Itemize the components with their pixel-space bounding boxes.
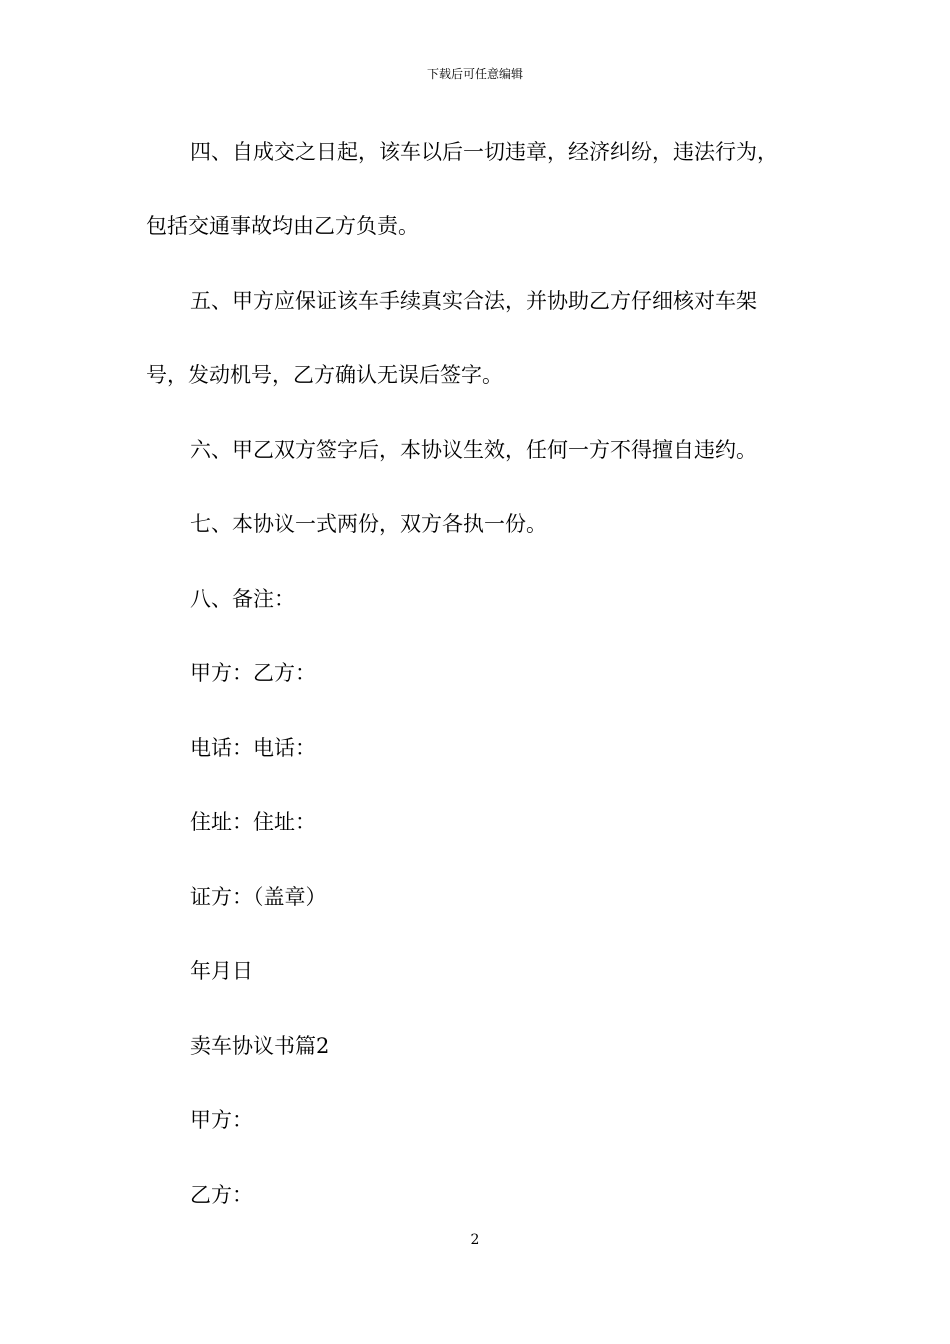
page-header: 下载后可任意编辑 — [426, 67, 523, 81]
paragraph-clause-5-line-1: 五、甲方应保证该车手续真实合法，并协助乙方仔细核对车架 — [190, 289, 757, 313]
date-line: 年月日 — [190, 959, 253, 983]
paragraph-clause-8-remarks: 八、备注： — [190, 587, 295, 611]
witness-seal-line: 证方：（盖章） — [190, 885, 327, 909]
paragraph-clause-6: 六、甲乙双方签字后，本协议生效，任何一方不得擅自违约。 — [190, 438, 757, 462]
party-b-line: 乙方： — [190, 1183, 253, 1207]
party-a-line: 甲方： — [190, 1108, 253, 1132]
page-number: 2 — [470, 1232, 480, 1248]
signature-party-line: 甲方：乙方： — [190, 661, 316, 685]
paragraph-clause-7: 七、本协议一式两份，双方各执一份。 — [190, 512, 547, 536]
section-title: 卖车协议书篇2 — [190, 1034, 330, 1058]
paragraph-clause-4-line-2: 包括交通事故均由乙方负责。 — [146, 214, 419, 238]
signature-address-line: 住址：住址： — [190, 810, 316, 834]
paragraph-clause-5-line-2: 号，发动机号，乙方确认无误后签字。 — [146, 363, 503, 387]
paragraph-clause-4-line-1: 四、自成交之日起，该车以后一切违章，经济纠纷，违法行为， — [190, 140, 778, 164]
signature-phone-line: 电话：电话： — [190, 736, 316, 760]
